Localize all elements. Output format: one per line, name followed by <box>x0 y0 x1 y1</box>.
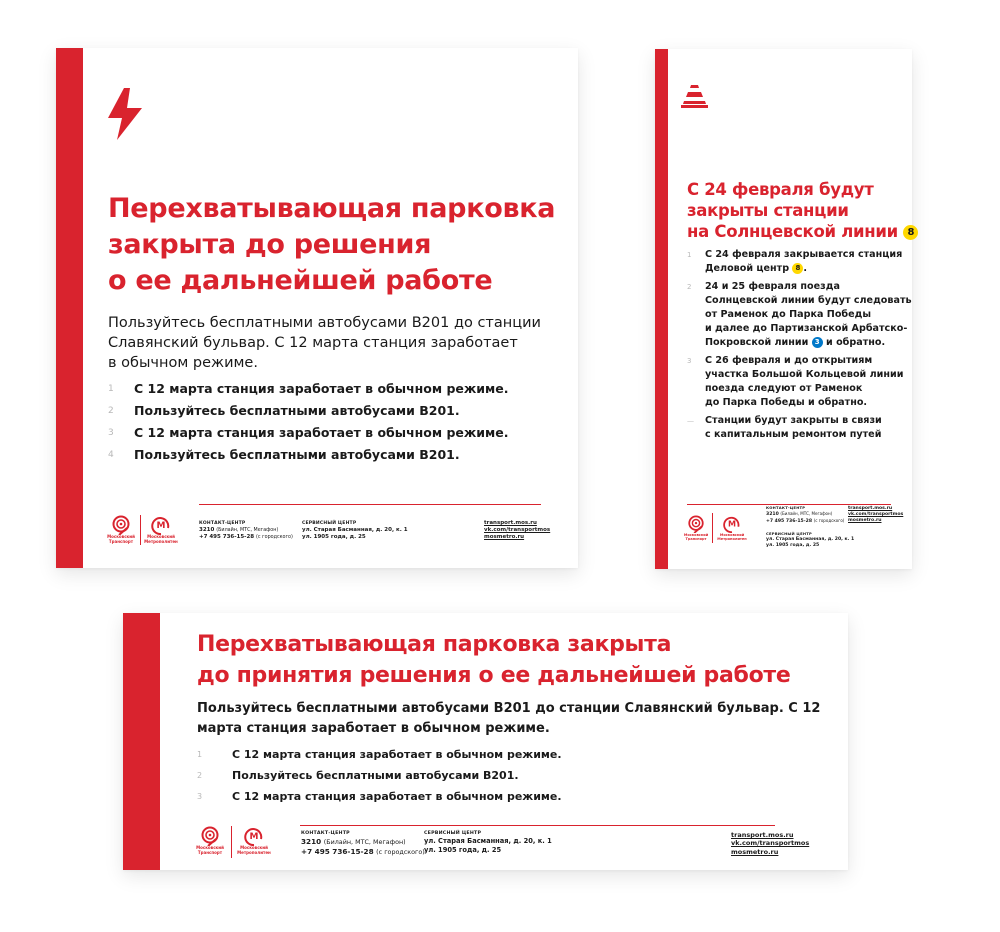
link-mosmetro[interactable]: mosmetro.ru <box>731 847 779 856</box>
accent-bar <box>123 613 160 870</box>
list-item: 1 С 24 февраля закрывается станция Деловой центр 8 . <box>687 249 903 274</box>
list-item: 3 С 12 марта станция заработает в обычном режиме. <box>197 790 562 803</box>
notice-list <box>197 744 562 807</box>
notice-list <box>687 248 912 442</box>
notice-title: С 24 февраля будут закрыты станции на Солнцевской линии 8 <box>687 179 918 242</box>
notice-card-wide <box>123 613 848 870</box>
contact-center-info: КОНТАКТ-ЦЕНТР 3210 (Билайн, МТС, Мегафон) +7 495 736-15-28 (с городского) <box>199 521 293 541</box>
line-8-badge: 8 <box>903 225 918 240</box>
link-transport-mos[interactable]: transport.mos.ru <box>484 520 537 526</box>
list-item: 1 С 12 марта станция заработает в обычном режиме. <box>197 748 562 761</box>
moscow-transport-logo-icon <box>111 515 131 535</box>
svg-text:М: М <box>156 521 166 531</box>
moscow-metro-logo: М Московский Метрополитен <box>142 515 180 544</box>
link-transport-mos[interactable]: transport.mos.ru <box>731 831 794 839</box>
line-8-badge: 8 <box>792 263 803 274</box>
notice-lead: Пользуйтесь бесплатными автобусами В201 до станции Славянский бульвар. С 12 марта станция заработает в обычном режиме. <box>108 315 541 371</box>
svg-text:М: М <box>249 832 259 842</box>
svg-text:М: М <box>727 518 737 529</box>
footer-links <box>484 520 550 541</box>
list-item: 3 С 12 марта станция заработает в обычном режиме. <box>108 425 509 440</box>
link-vk-transportmos[interactable]: vk.com/transportmos <box>848 511 904 517</box>
moscow-transport-logo: Московский Транспорт <box>104 515 138 544</box>
notice-title: Перехватывающая парковка закрыта до принятия решения о ее дальнейшей работе <box>197 632 791 688</box>
link-transport-mos[interactable]: transport.mos.ru <box>848 506 893 511</box>
moscow-metro-logo-icon <box>723 515 741 533</box>
moscow-transport-logo: Московский Транспорт <box>193 826 227 855</box>
contact-center-info: КОНТАКТ-ЦЕНТР 3210 (Билайн, МТС, Мегафон) +7 495 736-15-28 (с городского) <box>766 506 845 524</box>
moscow-transport-logo: Московский Транспорт <box>681 515 711 541</box>
moscow-metro-logo: М Московский Метрополитен <box>714 515 750 541</box>
service-center-info: СЕРВИСНЫЙ ЦЕНТР ул. Старая Басманная, д. 20, к. 1 ул. 1905 года, д. 25 <box>424 831 552 854</box>
moscow-metro-logo-icon <box>244 826 264 846</box>
footer-links <box>848 506 903 524</box>
line-3-badge: 3 <box>812 337 823 348</box>
list-item: — Станции будут закрыты в связи с капитальным ремонтом путей <box>687 415 882 440</box>
footer-divider <box>687 504 891 505</box>
footer-divider <box>300 825 775 826</box>
list-item: 2 Пользуйтесь бесплатными автобусами В201. <box>108 403 460 418</box>
footer-divider <box>199 504 541 505</box>
contact-center-info: КОНТАКТ-ЦЕНТР 3210 (Билайн, МТС, Мегафон) +7 495 736-15-28 (с городского) <box>301 831 425 856</box>
service-center-info: СЕРВИСНЫЙ ЦЕНТР ул. Старая Басманная, д. 20, к. 1 ул. 1905 года, д. 25 <box>302 521 408 540</box>
logo-separator <box>140 515 141 545</box>
notice-lead: Пользуйтесь бесплатными автобусами В201 до станции Славянский бульвар. С 12 марта станция заработает в обычном режиме. <box>197 701 821 736</box>
list-item: 2 Пользуйтесь бесплатными автобусами В201. <box>197 769 519 782</box>
accent-bar <box>56 48 83 568</box>
lightning-icon <box>108 88 142 140</box>
list-item: 1 С 12 марта станция заработает в обычном режиме. <box>108 381 509 396</box>
moscow-transport-logo-icon <box>200 826 220 846</box>
link-vk-transportmos[interactable]: vk.com/transportmos <box>484 527 551 534</box>
list-item: 4 Пользуйтесь бесплатными автобусами В201. <box>108 447 460 462</box>
notice-list <box>108 378 509 466</box>
notice-title: Перехватывающая парковка закрыта до решения о ее дальнейшей работе <box>108 193 556 296</box>
accent-bar <box>655 49 668 569</box>
notice-card-portrait <box>655 49 915 569</box>
logo-separator <box>712 513 713 543</box>
logo-separator <box>231 826 232 858</box>
moscow-metro-logo: М Московский Метрополитен <box>235 826 273 855</box>
link-vk-transportmos[interactable]: vk.com/transportmos <box>731 839 810 848</box>
list-item: 3 С 26 февраля и до открытиям участка Большой Кольцевой линии поезда следуют от Раменок до Парка Победы и обратно. <box>687 355 904 408</box>
link-mosmetro[interactable]: mosmetro.ru <box>484 534 525 541</box>
list-item: 2 24 и 25 февраля поезда Солнцевской линии будут следовать от Раменок до Парка Победы и далее до Партизанской Арбатско- Покровской линии 3 и обратно. <box>687 281 912 348</box>
service-center-info: СЕРВИСНЫЙ ЦЕНТР ул. Старая Басманная, д. 20, к. 1 ул. 1905 года, д. 25 <box>766 532 855 548</box>
notice-card-square <box>56 48 578 568</box>
moscow-metro-logo-icon <box>151 515 171 535</box>
traffic-cone-icon <box>681 85 708 108</box>
moscow-transport-logo-icon <box>687 515 705 533</box>
footer-links <box>731 831 809 856</box>
link-mosmetro[interactable]: mosmetro.ru <box>848 517 882 523</box>
